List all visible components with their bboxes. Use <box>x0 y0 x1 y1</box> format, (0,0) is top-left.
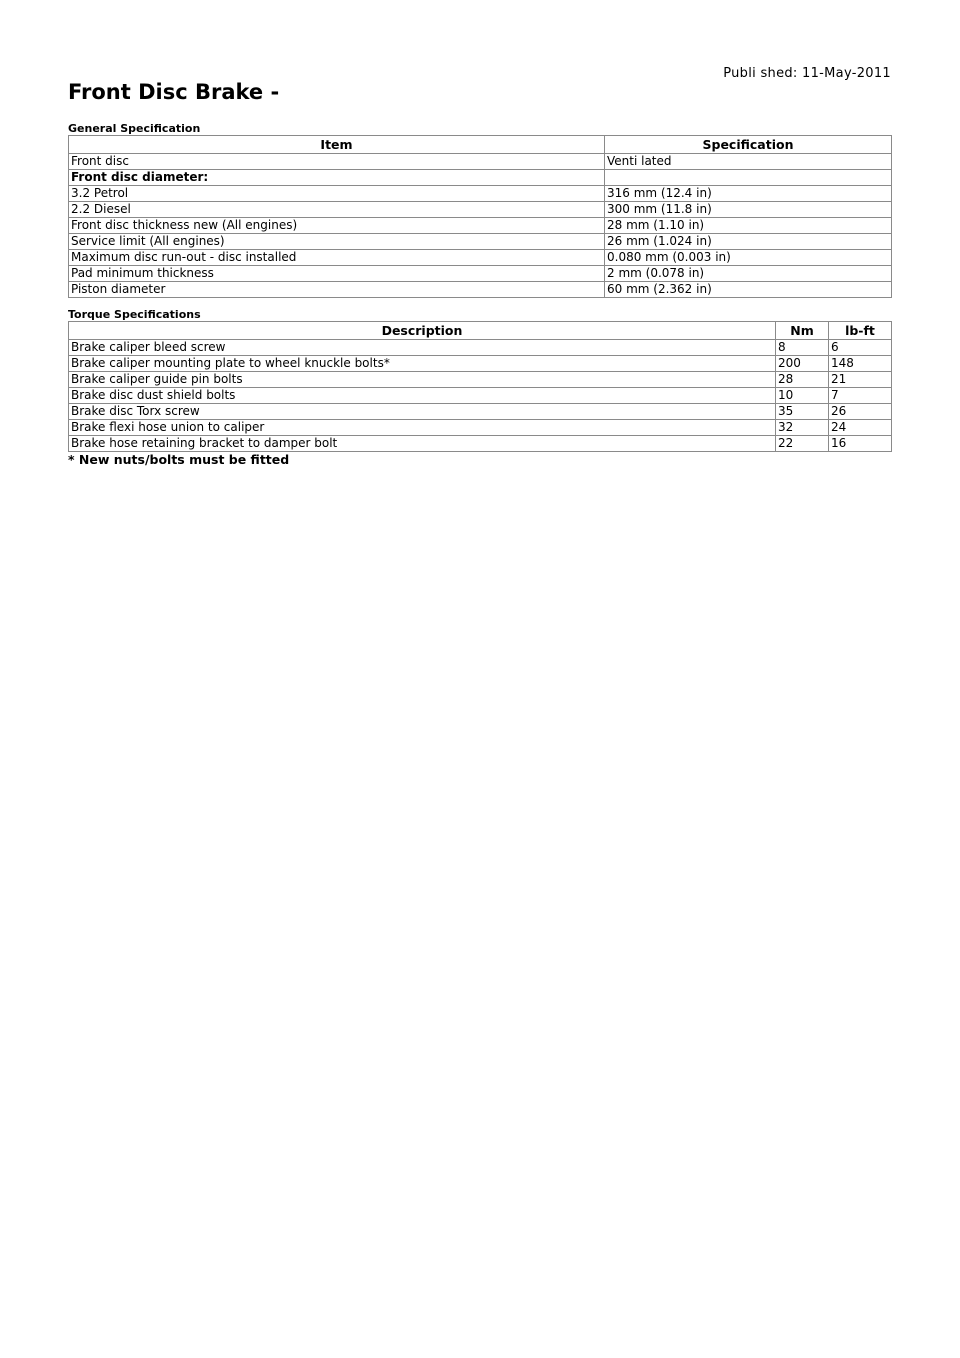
spec-cell: 26 mm (1.024 in) <box>605 234 892 250</box>
spec-cell <box>605 170 892 186</box>
table-row <box>69 420 892 436</box>
nm-cell: 22 <box>776 436 829 452</box>
published-date: Publi shed: 11-May-2011 <box>723 66 891 81</box>
column-header-lbft: lb-ft <box>829 322 892 340</box>
table-row <box>69 404 892 420</box>
general-spec-table <box>68 135 892 298</box>
spec-cell: 2 mm (0.078 in) <box>605 266 892 282</box>
description-cell: Brake caliper bleed screw <box>69 340 776 356</box>
spec-cell: 28 mm (1.10 in) <box>605 218 892 234</box>
item-cell: Front disc diameter: <box>69 170 605 186</box>
table-row <box>69 170 892 186</box>
lbft-cell: 148 <box>829 356 892 372</box>
lbft-cell: 21 <box>829 372 892 388</box>
column-header-description: Description <box>69 322 776 340</box>
description-cell: Brake flexi hose union to caliper <box>69 420 776 436</box>
column-header-nm: Nm <box>776 322 829 340</box>
description-cell: Brake hose retaining bracket to damper bolt <box>69 436 776 452</box>
description-cell: Brake caliper mounting plate to wheel knuckle bolts* <box>69 356 776 372</box>
general-spec-heading: General Specification <box>68 122 201 135</box>
table-header-row <box>69 322 892 340</box>
lbft-cell: 6 <box>829 340 892 356</box>
item-cell: 2.2 Diesel <box>69 202 605 218</box>
footnote: * New nuts/bolts must be fitted <box>68 452 290 467</box>
table-row <box>69 218 892 234</box>
column-header-item: Item <box>69 136 605 154</box>
table-row <box>69 372 892 388</box>
spec-cell: Venti lated <box>605 154 892 170</box>
item-cell: 3.2 Petrol <box>69 186 605 202</box>
table-row <box>69 234 892 250</box>
torque-spec-table <box>68 321 892 452</box>
nm-cell: 10 <box>776 388 829 404</box>
table-row <box>69 154 892 170</box>
nm-cell: 35 <box>776 404 829 420</box>
item-cell: Piston diameter <box>69 282 605 298</box>
table-row <box>69 356 892 372</box>
description-cell: Brake caliper guide pin bolts <box>69 372 776 388</box>
table-row <box>69 436 892 452</box>
item-cell: Service limit (All engines) <box>69 234 605 250</box>
nm-cell: 28 <box>776 372 829 388</box>
table-row <box>69 250 892 266</box>
item-cell: Front disc thickness new (All engines) <box>69 218 605 234</box>
page-title: Front Disc Brake - <box>68 80 280 104</box>
lbft-cell: 7 <box>829 388 892 404</box>
item-cell: Maximum disc run-out - disc installed <box>69 250 605 266</box>
nm-cell: 200 <box>776 356 829 372</box>
lbft-cell: 24 <box>829 420 892 436</box>
nm-cell: 32 <box>776 420 829 436</box>
nm-cell: 8 <box>776 340 829 356</box>
lbft-cell: 16 <box>829 436 892 452</box>
item-cell: Pad minimum thickness <box>69 266 605 282</box>
item-cell: Front disc <box>69 154 605 170</box>
spec-cell: 60 mm (2.362 in) <box>605 282 892 298</box>
table-row <box>69 202 892 218</box>
description-cell: Brake disc Torx screw <box>69 404 776 420</box>
table-row <box>69 340 892 356</box>
table-row <box>69 186 892 202</box>
spec-cell: 0.080 mm (0.003 in) <box>605 250 892 266</box>
table-header-row <box>69 136 892 154</box>
spec-cell: 300 mm (11.8 in) <box>605 202 892 218</box>
table-row <box>69 282 892 298</box>
description-cell: Brake disc dust shield bolts <box>69 388 776 404</box>
lbft-cell: 26 <box>829 404 892 420</box>
table-row <box>69 266 892 282</box>
spec-cell: 316 mm (12.4 in) <box>605 186 892 202</box>
torque-spec-heading: Torque Specifications <box>68 308 201 321</box>
table-row <box>69 388 892 404</box>
column-header-specification: Specification <box>605 136 892 154</box>
